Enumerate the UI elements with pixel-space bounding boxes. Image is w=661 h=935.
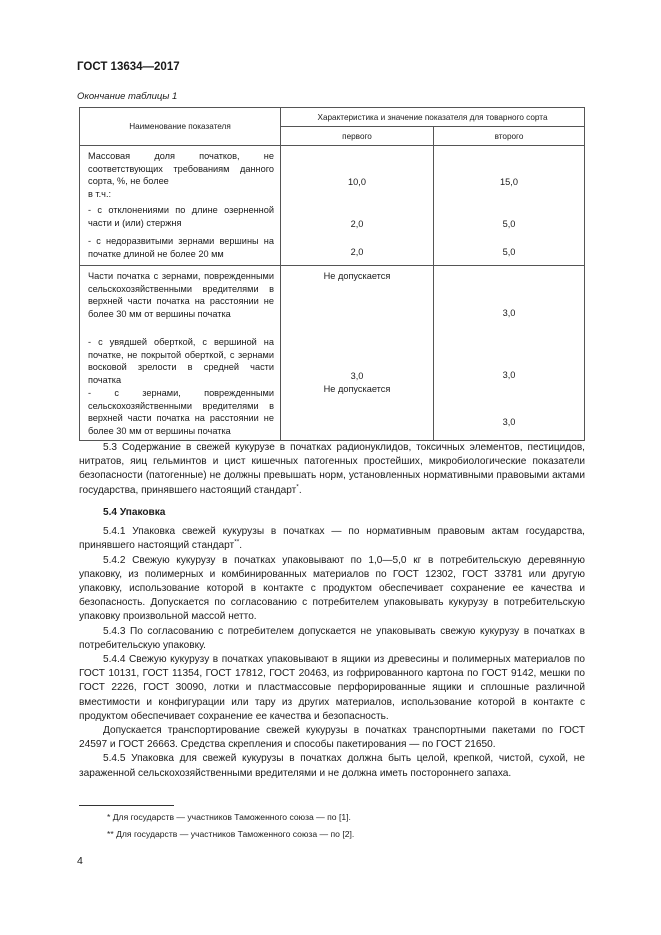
- paragraph-5-4-4: 5.4.4 Свежую кукурузу в початках упаковывают в ящики из древесины и полимерных материалов по ГОСТ 10131, ГОСТ 11354, ГОСТ 17812, ГОСТ 20463, из гофрированного картона по ГОСТ 9142, мешки по ГОСТ 2226, ГОСТ 30090, лотки и пластмассовые перфорированные ящики и сплошные различной вместимости и конфигурации или тару из других материалов, использование которой в контакте с продуктом обеспечивает сохранение ее качества и безопасность.: [79, 654, 585, 722]
- page-number: 4: [77, 855, 83, 867]
- section-5-3: [79, 441, 585, 498]
- cell-value: 10,0: [348, 177, 366, 187]
- cell-name: - с увядшей оберткой, с вершиной на початке, не покрытой оберткой, с зернами восковой зрелости в средней части початка: [88, 337, 274, 386]
- paragraph-5-4-4-transport: Допускается транспортирование свежей кукурузы в початках транспортными пакетами по ГОСТ 24597 и ГОСТ 26663. Средства скрепления и способы пакетирования — по ГОСТ 21650.: [79, 725, 585, 751]
- header-indicator-name: Наименование показателя: [80, 108, 281, 146]
- section-heading-5-4: 5.4 Упаковка: [103, 507, 166, 518]
- table-caption: Окончание таблицы 1: [77, 91, 178, 102]
- cell-name: - с отклонениями по длине озерненной части и (или) стержня: [88, 205, 274, 228]
- cell-name: Массовая доля початков, не соответствующих требованиям данного сорта, %, не более: [88, 151, 274, 187]
- paragraph-5-4-1: 5.4.1 Упаковка свежей кукурузы в початках — по нормативным правовым актам государства, принявшего настоящий стандарт: [79, 526, 585, 552]
- table-row: [80, 266, 585, 441]
- table-header-row: [80, 108, 585, 127]
- paragraph-5-4-5: 5.4.5 Упаковка для свежей кукурузы в початках должна быть целой, крепкой, чистой, сухой, не зараженной сельскохозяйственными вредителями и не должна иметь постороннего запаха.: [79, 753, 585, 779]
- cell-value: 2,0: [350, 218, 364, 229]
- footnote-2: ** Для государств — участников Таможенного союза — по [2].: [107, 829, 355, 839]
- cell-value: 3,0: [502, 417, 516, 428]
- cell-value: 5,0: [502, 247, 516, 258]
- footnote-1: * Для государств — участников Таможенного союза — по [1].: [107, 812, 351, 822]
- paragraph-5-4-2: 5.4.2 Свежую кукурузу в початках упаковывают по 1,0—5,0 кг в потребительскую деревянную упаковку, из полимерных и комбинированных материалов по ГОСТ 12302, ГОСТ 33781 или другую упаковку, использование которой в контакте с продуктом обеспечивает сохранение ее качества и безопасность. Допускается по согласованию с потребителем упаковывать кукурузу в потребительскую упаковку произвольной массой нетто.: [79, 554, 585, 623]
- cell-value: 5,0: [502, 218, 516, 229]
- cell-name: Части початка с зернами, поврежденными сельскохозяйственными вредителями в верхней части початка на расстоянии не более 30 мм от вершины початка: [88, 271, 274, 320]
- paragraph-5-3: 5.3 Содержание в свежей кукурузе в початках радионуклидов, токсичных элементов, пестицидов, нитратов, яиц гельминтов и цист кишечных патогенных простейших, микробиологические показатели безопасности (патогенные) не должны превышать норм, установленных нормативными правовыми актами государства, принявшего настоящий стандарт: [79, 442, 585, 496]
- cell-value: Не допускается: [323, 271, 391, 281]
- period: .: [298, 484, 302, 496]
- document-id: ГОСТ 13634—2017: [77, 61, 180, 73]
- footnote-marker: *: [296, 483, 299, 491]
- cell-value: 2,0: [350, 247, 364, 258]
- section-5-4: [79, 506, 585, 781]
- cell-value: 3,0: [502, 369, 516, 380]
- cell-value: 3,0: [502, 308, 516, 318]
- header-grade-group: Характеристика и значение показателя для товарного сорта: [281, 108, 585, 127]
- cell-value: 15,0: [500, 177, 518, 187]
- footnote-marker: **: [234, 539, 240, 547]
- cell-name: - с недоразвитыми зернами вершины на початке длиной не более 20 мм: [88, 236, 274, 259]
- cell-name: - с зернами, поврежденными сельскохозяйственными вредителями в верхней части початка на расстоянии не более 30 мм от вершины початка: [88, 388, 274, 437]
- cell-name: в т.ч.:: [88, 189, 112, 199]
- header-first-grade: первого: [281, 127, 434, 146]
- cell-value: 3,0: [350, 370, 364, 381]
- header-second-grade: второго: [434, 127, 585, 146]
- indicators-table: [79, 107, 585, 441]
- footnote-separator: [79, 805, 174, 806]
- table-row: [80, 146, 585, 266]
- paragraph-5-4-3: 5.4.3 По согласованию с потребителем допускается не упаковывать свежую кукурузу в початках в потребительскую упаковку.: [79, 625, 585, 651]
- period: .: [239, 540, 243, 552]
- cell-value: Не допускается: [323, 384, 391, 395]
